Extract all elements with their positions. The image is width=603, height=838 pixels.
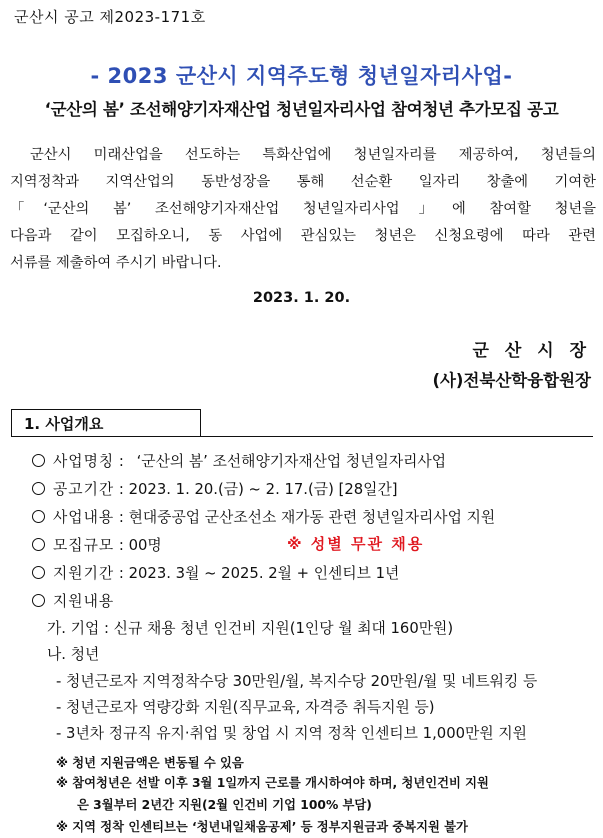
circle-bullet-icon (32, 594, 45, 607)
intro-line: 서류를 제출하여 주시기 바랍니다. (10, 255, 222, 271)
overview-item-content: 사업내용 : 현대중공업 군산조선소 재가동 관련 청년일자리사업 지원 (32, 506, 495, 527)
support-youth-bullet: - 청년근로자 지역정착수당 30만원/월, 복지수당 20만원/월 및 네트워킹 등 (56, 673, 538, 690)
footnote: 은 3월부터 2년간 지원(2월 인건비 기업 100% 부담) (77, 798, 372, 812)
section-title: 1. 사업개요 (24, 415, 104, 433)
notice-date: 2023. 1. 20. (252, 290, 351, 306)
overview-item-name: 사업명칭 : ‘군산의 봄’ 조선해양기자재산업 청년일자리사업 (32, 450, 446, 471)
issuer-mayor: 군 산 시 장 (472, 341, 591, 361)
notice-number: 군산시 공고 제2023-171호 (14, 8, 206, 26)
intro-line: 군산시 미래산업을 선도하는 특화산업에 청년일자리를 제공하여, 청년들의 (30, 147, 596, 163)
overview-item-scale: 모집규모 : 00명 (32, 534, 162, 555)
section-divider (201, 436, 593, 437)
circle-bullet-icon (32, 566, 45, 579)
support-company: 가. 기업 : 신규 채용 청년 인건비 지원(1인당 월 최대 160만원) (47, 620, 454, 637)
support-youth-heading: 나. 청년 (47, 646, 100, 663)
circle-bullet-icon (32, 510, 45, 523)
intro-line: 지역정착과 지역산업의 동반성장을 통해 선순환 일자리 창출에 기여한 (10, 174, 596, 190)
footnote: ※ 참여청년은 선발 이후 3월 1일까지 근로를 개시하여야 하며, 청년인건비 지원 (56, 776, 489, 790)
footnote: ※ 청년 지원금액은 변동될 수 있음 (56, 756, 244, 770)
sub-title: ‘군산의 봄’ 조선해양기자재산업 청년일자리사업 참여청년 추가모집 공고 (44, 100, 559, 119)
overview-item-support: 지원내용 (32, 590, 114, 611)
circle-bullet-icon (32, 454, 45, 467)
overview-item-duration: 지원기간 : 2023. 3월 ~ 2025. 2월 + 인센티브 1년 (32, 562, 399, 583)
intro-line: 「‘군산의 봄’ 조선해양기자재산업 청년일자리사업」에 참여할 청년을 (10, 201, 596, 217)
gender-note: ※ 성별 무관 채용 (287, 535, 425, 553)
support-youth-bullet: - 3년차 정규직 유지·취업 및 창업 시 지역 정착 인센티브 1,000만원 지원 (56, 725, 527, 742)
support-youth-bullet: - 청년근로자 역량강화 지원(직무교육, 자격증 취득지원 등) (56, 699, 435, 716)
circle-bullet-icon (32, 482, 45, 495)
main-title: - 2023 군산시 지역주도형 청년일자리사업- (90, 64, 513, 88)
overview-item-period: 공고기간 : 2023. 1. 20.(금) ~ 2. 17.(금) [28일간] (32, 478, 398, 499)
intro-paragraph (10, 142, 596, 277)
circle-bullet-icon (32, 538, 45, 551)
issuer-institute: (사)전북산학융합원장 (432, 371, 591, 390)
intro-line: 다음과 같이 모집하오니, 동 사업에 관심있는 청년은 신청요령에 따라 관련 (10, 228, 596, 244)
footnote: ※ 지역 정착 인센티브는 ‘청년내일채움공제’ 등 정부지원금과 중복지원 불가 (56, 820, 468, 834)
